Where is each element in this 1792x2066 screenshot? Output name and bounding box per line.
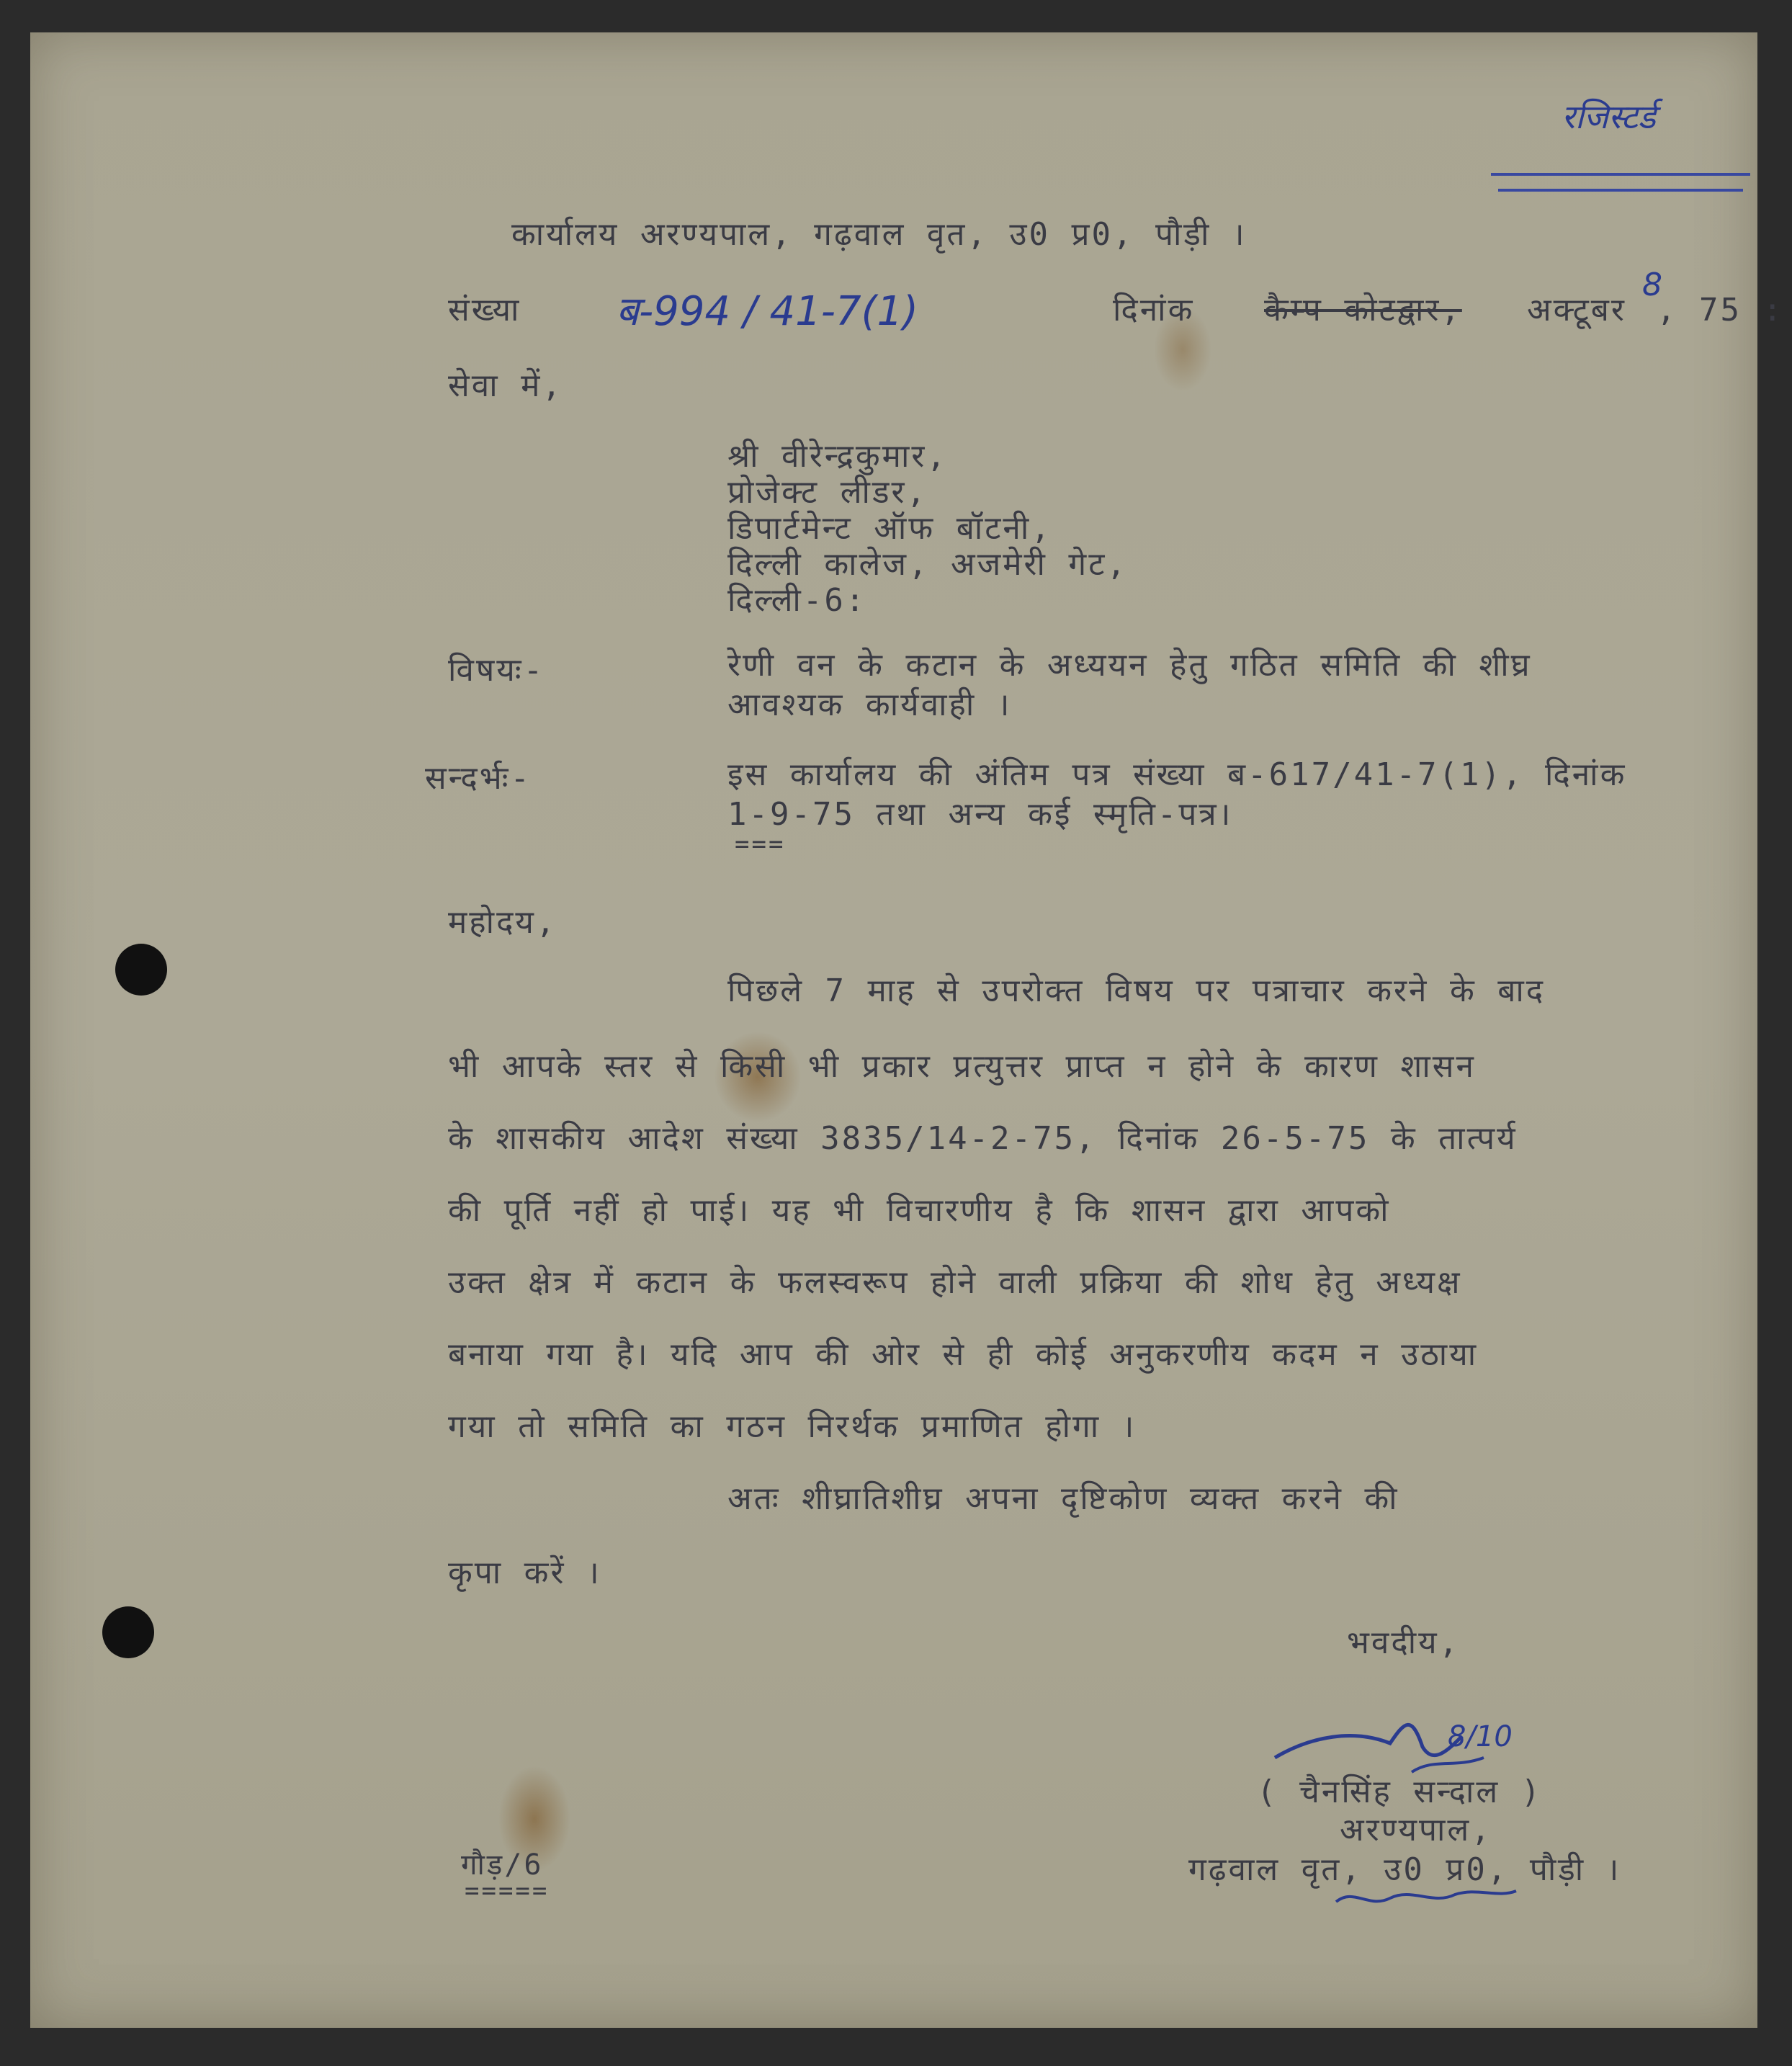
signer-name: ( चैनसिंह सन्दाल )	[1257, 1774, 1543, 1810]
subject-line: आवश्यक कार्यवाही ।	[727, 687, 1012, 723]
addressee-line: श्री वीरेन्द्रकुमार,	[727, 438, 948, 475]
body-line: पिछले 7 माह से उपरोक्त विषय पर पत्राचार करने के बाद	[727, 972, 1546, 1009]
body-line: की पूर्ति नहीं हो पाई। यह भी विचारणीय है कि शासन द्वारा आपको	[448, 1192, 1391, 1229]
reference-underline: ===	[735, 830, 786, 859]
reference-line: 1-9-75 तथा अन्य कई स्मृति-पत्र।	[727, 796, 1233, 833]
year: , 75 :	[1657, 292, 1784, 328]
body-line: कृपा करें ।	[448, 1555, 601, 1591]
corner-rule	[1498, 189, 1743, 192]
office-underline-scribble	[1332, 1880, 1520, 1916]
office-header: कार्यालय अरण्यपाल, गढ़वाल वृत, उ0 प्र0, पौड़ी ।	[511, 216, 1247, 253]
subject-line: रेणी वन के कटान के अध्ययन हेतु गठित समिति की शीघ्र	[727, 647, 1532, 684]
number-label: संख्या	[448, 292, 521, 328]
addressee-line: प्रोजेक्ट लीडर,	[727, 474, 928, 511]
greeting: महोदय,	[448, 904, 557, 941]
addressee-line: दिल्ली कालेज, अजमेरी गेट,	[727, 546, 1128, 583]
salutation-to: सेवा में,	[448, 367, 563, 404]
signer-designation: अरण्यपाल,	[1340, 1812, 1492, 1848]
corner-note: रजिस्टर्ड	[1562, 97, 1656, 136]
body-line: भी आपके स्तर से किसी भी प्रकार प्रत्युत्तर प्राप्त न होने के कारण शासन	[448, 1048, 1476, 1085]
body-line: बनाया गया है। यदि आप की ओर से ही कोई अनुकरणीय कदम न उठाया	[448, 1336, 1479, 1373]
punch-hole	[115, 944, 167, 996]
date-label: दिनांक	[1113, 292, 1195, 328]
handwritten-day: 8	[1642, 267, 1662, 303]
reference-label: सन्दर्भः-	[425, 760, 532, 797]
signature-date: 8/10	[1448, 1720, 1513, 1753]
month: अक्टूबर	[1527, 292, 1626, 328]
handwritten-number: ब-994 / 41-7(1)	[616, 288, 918, 335]
corner-rule	[1491, 173, 1750, 176]
body-line: के शासकीय आदेश संख्या 3835/14-2-75, दिनांक 26-5-75 के तात्पर्य	[448, 1120, 1518, 1157]
subject-label: विषयः-	[448, 652, 545, 689]
struck-place: कैम्प कोटद्वार,	[1264, 292, 1462, 328]
body-line: उक्त क्षेत्र में कटान के फलस्वरूप होने वाली प्रक्रिया की शोध हेतु अध्यक्ष	[448, 1264, 1462, 1301]
punch-hole	[102, 1606, 154, 1658]
addressee-line: डिपार्टमेन्ट ऑफ बॉटनी,	[727, 510, 1052, 547]
reference-line: इस कार्यालय की अंतिम पत्र संख्या ब-617/41-7(1), दिनांक	[727, 756, 1627, 793]
body-line: गया तो समिति का गठन निरर्थक प्रमाणित होगा ।	[448, 1408, 1137, 1445]
body-line: अतः शीघ्रातिशीघ्र अपना दृष्टिकोण व्यक्त करने की	[727, 1480, 1399, 1517]
footer-code-underline: =====	[465, 1877, 550, 1905]
closing-yours: भवदीय,	[1347, 1624, 1461, 1661]
signer-office: गढ़वाल वृत, उ0 प्र0, पौड़ी ।	[1188, 1851, 1621, 1888]
footer-code-text: गौड़/6	[461, 1848, 544, 1882]
addressee-line: दिल्ली-6:	[727, 582, 867, 619]
